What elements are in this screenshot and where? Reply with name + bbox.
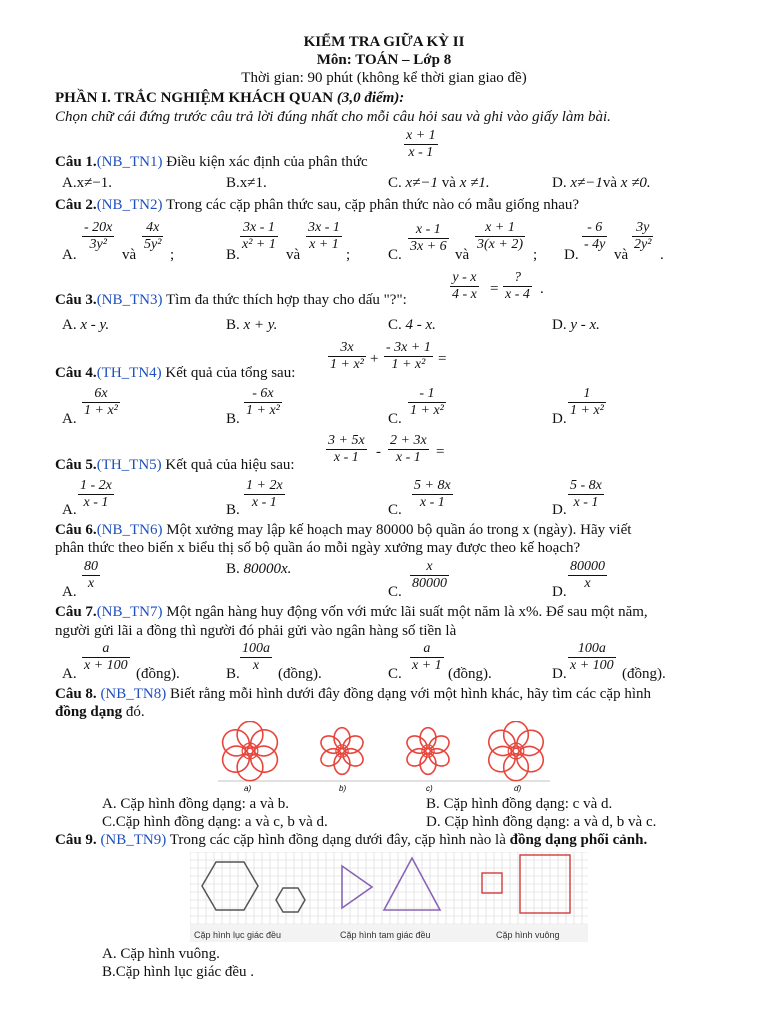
- q2-option-d-label[interactable]: D.: [564, 247, 579, 263]
- q4-option-c-frac: $\frac{- 1}{\text{1 + x²}}$: [410, 386, 444, 418]
- q2-stem: Câu 2.(NB_TN2) Trong các cặp phân thức sau, cặp phân thức nào có mẫu giống nhau?: [55, 197, 580, 213]
- flower-c: [404, 728, 452, 775]
- part1-heading: PHẦN I. TRẮC NGHIỆM KHÁCH QUAN (3,0 điểm):: [55, 90, 405, 106]
- q1-option-a[interactable]: A.x≠−1.: [62, 175, 113, 191]
- q6-option-c-frac: $\frac{x}{80000}$: [412, 559, 447, 591]
- q3-option-d[interactable]: D. y - x.: [552, 317, 600, 333]
- q7-option-b-frac: $\frac{100a}{x}$: [242, 641, 270, 673]
- q4-option-d-frac: $\frac{1}{\text{1 + x²}}$: [570, 386, 604, 418]
- petal: [504, 721, 529, 748]
- q7-option-d-label[interactable]: D.: [552, 666, 567, 682]
- q8-option-b[interactable]: B. Cặp hình đồng dạng: c và d.: [426, 796, 613, 812]
- q8-flower-figure: [214, 721, 554, 793]
- q5-option-d-label[interactable]: D.: [552, 502, 567, 518]
- q6-option-d-label[interactable]: D.: [552, 584, 567, 600]
- q1-option-b[interactable]: B.x≠1.: [226, 175, 267, 191]
- q4-term2: $\frac{- 3x + 1}{\text{1 + x²}}$: [386, 340, 431, 372]
- q2-a-frac1: $\frac{- 20x}{\text{3y²}}$: [84, 220, 113, 252]
- q5-option-c-label[interactable]: C.: [388, 502, 402, 518]
- q2-c-and: và: [455, 247, 470, 263]
- q7-stem-line2: người gửi lãi a đồng thì người đó phải gửi vào ngân hàng số tiền là: [55, 623, 457, 639]
- q7-stem: Câu 7.(NB_TN7) Một ngân hàng huy động vốn với mức lãi suất một năm là x%. Để sau một năm,: [55, 604, 648, 620]
- q9-option-b[interactable]: B.Cặp hình lục giác đều .: [102, 964, 255, 980]
- q5-stem: Câu 5.(TH_TN5) Kết quả của hiệu sau:: [55, 457, 295, 473]
- q2-option-a-label[interactable]: A.: [62, 247, 77, 263]
- q5-option-c-frac: $\frac{5 + 8x}{x - 1}$: [414, 478, 451, 510]
- q2-option-b-label[interactable]: B.: [226, 247, 240, 263]
- q3-right-frac: ? x - 4: [505, 270, 530, 302]
- q4-option-b-frac: $\frac{- 6x}{\text{1 + x²}}$: [246, 386, 280, 418]
- q4-option-a-frac: $\frac{6x}{\text{1 + x²}}$: [84, 386, 118, 418]
- q5-option-d-frac: $\frac{5 - 8x}{x - 1}$: [570, 478, 602, 510]
- q2-d-frac2: $\frac{3y}{\text{2y²}}$: [634, 220, 652, 252]
- q6-option-d-frac: $\frac{80000}{x}$: [570, 559, 605, 591]
- hexagon-caption: Cặp hình lục giác đều: [194, 930, 282, 940]
- flower-d: [484, 721, 548, 780]
- q2-a-and: và: [122, 247, 137, 263]
- q2-d-frac1: $\frac{- 6}{- 4y}$: [584, 220, 606, 252]
- exam-subject: Môn: TOÁN – Lớp 8: [316, 52, 452, 68]
- q9-option-a[interactable]: A. Cặp hình vuông.: [102, 946, 220, 962]
- q7-option-b-label[interactable]: B.: [226, 666, 240, 682]
- exam-title: KIỂM TRA GIỮA KỲ II: [303, 34, 465, 50]
- flower-b: [318, 728, 366, 775]
- q2-c-frac2: $\frac{x + 1}{3(x + 2)}$: [477, 220, 523, 252]
- q5-option-b-label[interactable]: B.: [226, 502, 240, 518]
- q2-a-frac2: $\frac{4x}{\text{5y²}}$: [144, 220, 162, 252]
- q6-stem-line2: phân thức theo biến x biểu thị số bộ quần áo mỗi ngày xưởng may được theo kế hoạch?: [55, 540, 581, 556]
- q5-term1: $\frac{3 + 5x}{x - 1}$: [328, 433, 365, 465]
- q5-option-b-frac: $\frac{1 + 2x}{x - 1}$: [246, 478, 283, 510]
- q1-stem: Câu 1.(NB_TN1) Điều kiện xác định của phân thức: [55, 154, 368, 170]
- q1-option-d[interactable]: D. x≠−1và x ≠0.: [552, 175, 651, 191]
- q1-fraction: $\frac{x + 1}{x - 1}$: [406, 128, 436, 160]
- q5-option-a-label[interactable]: A.: [62, 502, 77, 518]
- q5-term2: $\frac{2 + 3x}{x - 1}$: [390, 433, 427, 465]
- q3-left-frac: $\frac{y - x}{4 - x}$: [452, 270, 477, 302]
- q9-stem: Câu 9. (NB_TN9) Trong các cặp hình đồng dạng dưới đây, cặp hình nào là đồng dạng phối cảnh.: [55, 832, 648, 848]
- q7-option-c-label[interactable]: C.: [388, 666, 402, 682]
- q4-option-a-label[interactable]: A.: [62, 411, 77, 427]
- q6-option-a-label[interactable]: A.: [62, 584, 77, 600]
- q8-stem: Câu 8. (NB_TN8) Biết rằng mỗi hình dưới đây đồng dạng với một hình khác, hãy tìm các cặp hình: [55, 686, 651, 702]
- q3-option-a[interactable]: A. x - y.: [62, 317, 110, 333]
- q5-option-a-frac: $\frac{1 - 2x}{x - 1}$: [80, 478, 112, 510]
- q8-stem-line2: đồng dạng đó.: [55, 704, 145, 720]
- flower-d-caption: d): [514, 784, 522, 793]
- q7-option-c-frac: $\frac{a}{x + 1}$: [412, 641, 442, 673]
- exam-page: KIỂM TRA GIỮA KỲ II Môn: TOÁN – Lớp 8 Thời gian: 90 phút (không kể thời gian giao đề) PHẦN I. TRẮC NGHIỆM KHÁCH QUAN (3,0 điểm): Chọn chữ cái đứng trước câu trả lời đúng nhất cho mỗi câu hỏi sau và ghi vào giấy làm bài. $\frac{x + 1}{x - 1}$ Câu 1.(NB_TN1) Điều kiện xác định của phân thức A.x≠−1. B.x≠1. C. x≠−1 và x ≠1. D. x≠−1và x ≠0. Câu 2.(NB_TN2) Trong các cặp phân thức sau, cặp phân thức nào có mẫu giống nhau? A. $\frac{- 20x}{\text{3y²}}$ và $\frac{4x}{\text{5y²}}$ ; B. $\frac{3x - 1}{\text{x² + 1}}$ và $\frac{3x - 1}{x + 1}$ ; C. $\frac{x - 1}{3x + 6}$ và $\frac{x + 1}{3(x + 2)}$ ; D. $\frac{- 6}{- 4y}$ và $\frac{3y}{\text{2y²}}$ . $\frac{y - x}{4 - x}$ = ? x - 4 . Câu 3.(NB_TN3) Tìm đa thức thích hợp thay cho dấu "?": A. x - y. B. x + y. C. 4 - x. D. y - x. $\frac{3x}{\text{1 + x²}}$ + $\frac{- 3x + 1}{\text{1 + x²}}$ = Câu 4.(TH_TN4) Kết quả của tổng sau: A. $\frac{6x}{\text{1 + x²}}$ B. $\frac{- 6x}{\text{1 + x²}}$ C. $\frac{- 1}{\text{1 + x²}}$ D. $\frac{1}{\text{1 + x²}}$ $\frac{3 + 5x}{x - 1}$ - $\frac{2 + 3x}{x - 1}$ = Câu 5.(TH_TN5) Kết quả của hiệu sau: A. $\frac{1 - 2x}{x - 1}$ B. $\frac{1 + 2x}{x - 1}$ C. $\frac{5 + 8x}{x - 1}$ D. $\frac{5 - 8x}{x - 1}$ Câu 6.(NB_TN6) Một xưởng may lập kế hoạch may 80000 bộ quần áo trong x (ngày). Hãy viết phân thức theo biến x biểu thị số bộ quần áo mỗi ngày xưởng may được theo kế hoạch? A. $\frac{80}{x}$ B. 80000x. C. $\frac{x}{80000}$ D. $\frac{80000}{x}$ Câu 7.(NB_TN7) Một ngân hàng huy động vốn với mức lãi suất một năm là x%. Để sau một năm, người gửi lãi a đồng thì người đó phải gửi vào ngân hàng số tiền là A. $\frac{a}{x + 100}$ (đồng). B. $\frac{100a}{x}$ (đồng). C. $\frac{a}{x + 1}$ (đồng). D. $\frac{100a}{x + 100}$ (đồng). Câu 8. (NB_TN8) Biết rằng mỗi hình dưới đây đồng dạng với một hình khác, hãy tìm các cặp hình đồng dạng đó. a) b) c) d) A. Cặp hình đồng dạng: a và b. B. Cặp hình đồng dạng: c và d. C.Cặp hình đồng dạng: a và c, b và d. D. Cặp hình đồng dạng: a và d, b và c. Câu 9. (NB_TN9) Trong các cặp hình đồng dạng dưới đây, cặp hình nào là đồng dạng phối cảnh. Cặp hình lục giác đều Cặp hình tam giác đều Cặp hình vuông A. Cặp hình vuông. B.Cặp hình lục giác đều .: [0, 0, 768, 1024]
- q6-option-c-label[interactable]: C.: [388, 584, 402, 600]
- q4-option-d-label[interactable]: D.: [552, 411, 567, 427]
- q3-stem: Câu 3.(NB_TN3) Tìm đa thức thích hợp thay cho dấu "?":: [55, 292, 407, 308]
- flower-c-caption: c): [426, 784, 433, 793]
- q3-option-c[interactable]: C. 4 - x.: [388, 317, 436, 333]
- q1-option-c[interactable]: C. x≠−1 và x ≠1.: [388, 175, 490, 191]
- exam-time: Thời gian: 90 phút (không kể thời gian giao đề): [241, 70, 527, 86]
- q2-b-and: và: [286, 247, 301, 263]
- q4-stem: Câu 4.(TH_TN4) Kết quả của tổng sau:: [55, 365, 296, 381]
- q8-option-c[interactable]: C.Cặp hình đồng dạng: a và c, b và d.: [102, 814, 328, 830]
- q6-stem: Câu 6.(NB_TN6) Một xưởng may lập kế hoạch may 80000 bộ quần áo trong x (ngày). Hãy viết: [55, 522, 632, 538]
- q4-term1: $\frac{3x}{\text{1 + x²}}$: [330, 340, 364, 372]
- flower-a: [218, 721, 282, 780]
- q4-option-c-label[interactable]: C.: [388, 411, 402, 427]
- q8-option-d[interactable]: D. Cặp hình đồng dạng: a và d, b và c.: [426, 814, 657, 830]
- part1-instruction: Chọn chữ cái đứng trước câu trả lời đúng nhất cho mỗi câu hỏi sau và ghi vào giấy làm bài.: [55, 109, 611, 125]
- q7-option-a-frac: $\frac{a}{x + 100}$: [84, 641, 128, 673]
- q6-option-a-frac: $\frac{80}{x}$: [84, 559, 98, 591]
- q9-shapes-figure: [190, 852, 588, 942]
- q2-d-and: và: [614, 247, 629, 263]
- q7-option-d-frac: $\frac{100a}{x + 100}$: [570, 641, 614, 673]
- q6-option-b[interactable]: B. 80000x.: [226, 561, 292, 577]
- q2-b-frac1: $\frac{3x - 1}{\text{x² + 1}}$: [242, 220, 276, 252]
- q4-option-b-label[interactable]: B.: [226, 411, 240, 427]
- q2-option-c-label[interactable]: C.: [388, 247, 402, 263]
- triangle-caption: Cặp hình tam giác đều: [340, 930, 431, 940]
- q8-option-a[interactable]: A. Cặp hình đồng dạng: a và b.: [102, 796, 290, 812]
- flower-b-caption: b): [339, 784, 347, 793]
- q7-option-a-label[interactable]: A.: [62, 666, 77, 682]
- q3-option-b[interactable]: B. x + y.: [226, 317, 278, 333]
- square-caption: Cặp hình vuông: [496, 930, 560, 940]
- flower-a-caption: a): [244, 784, 252, 793]
- petal: [504, 754, 529, 781]
- q2-c-frac1: $\frac{x - 1}{3x + 6}$: [410, 222, 447, 254]
- q2-b-frac2: $\frac{3x - 1}{x + 1}$: [308, 220, 340, 252]
